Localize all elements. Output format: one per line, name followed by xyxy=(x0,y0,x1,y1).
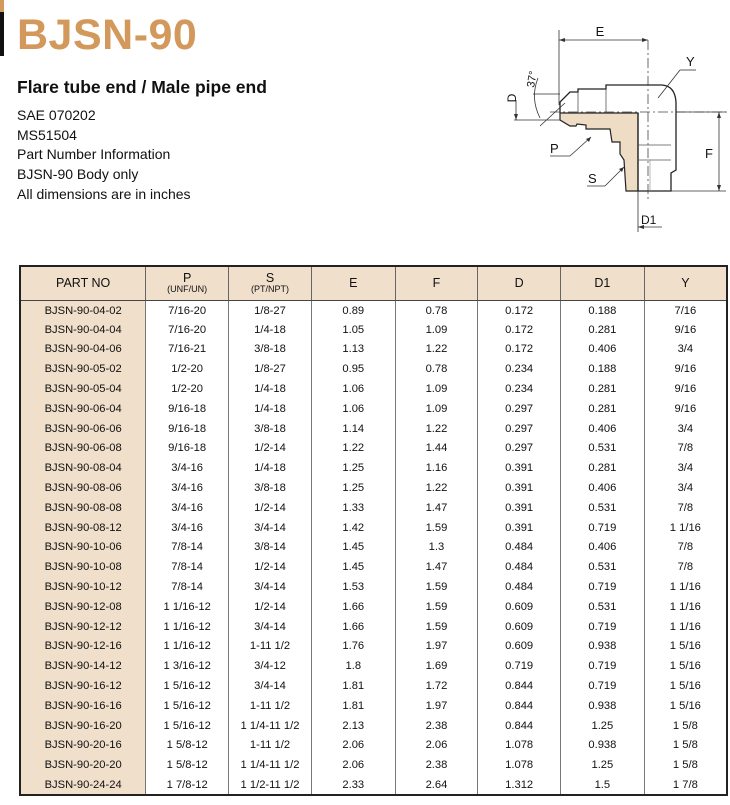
table-row xyxy=(20,399,727,419)
cell-p: 1 1/16-12 xyxy=(146,617,229,637)
cell-f: 2.06 xyxy=(395,736,478,756)
cell-e: 1.25 xyxy=(311,478,395,498)
info-line-standard: SAE 070202 xyxy=(17,107,96,123)
cell-s: 1/2-14 xyxy=(229,498,312,518)
cell-p: 1 5/8-12 xyxy=(146,736,229,756)
cell-e: 2.33 xyxy=(311,775,395,795)
table-row xyxy=(20,755,727,775)
column-header-label: E xyxy=(349,275,358,290)
cell-part-no: BJSN-90-08-12 xyxy=(20,518,146,538)
cell-e: 2.06 xyxy=(311,736,395,756)
cell-d: 0.391 xyxy=(478,498,561,518)
column-header-label: D xyxy=(514,275,524,290)
cell-p: 1 1/16-12 xyxy=(146,637,229,657)
cell-d: 0.172 xyxy=(478,340,561,360)
cell-d: 0.609 xyxy=(478,597,561,617)
column-header-f xyxy=(395,266,478,300)
cell-s: 1/8-27 xyxy=(229,359,312,379)
cell-d1: 0.719 xyxy=(561,676,645,696)
cell-y: 9/16 xyxy=(674,323,697,336)
cell-d1: 0.406 xyxy=(561,340,645,360)
table-row xyxy=(20,320,727,340)
cutaway-section xyxy=(560,113,638,191)
cell-y: 1 5/8 xyxy=(672,739,698,752)
cell-part-no: BJSN-90-04-04 xyxy=(20,320,146,340)
cell-part-no: BJSN-90-08-04 xyxy=(20,458,146,478)
cell-y: 7/8 xyxy=(677,501,694,514)
cell-f: 2.64 xyxy=(395,775,478,795)
cell-e: 1.66 xyxy=(311,617,395,637)
cell-s: 3/4-14 xyxy=(229,518,312,538)
table-row xyxy=(20,696,727,716)
cell-p: 7/16-20 xyxy=(146,300,229,320)
cell-part-no: BJSN-90-16-20 xyxy=(20,716,146,736)
cell-y: 1 1/16 xyxy=(669,620,701,633)
cell-s: 1-11 1/2 xyxy=(229,736,312,756)
page-subtitle: Flare tube end / Male pipe end xyxy=(17,77,267,97)
label-p: P xyxy=(550,141,559,156)
cell-s: 1/4-18 xyxy=(229,379,312,399)
cell-f: 1.22 xyxy=(395,340,478,360)
cell-part-no: BJSN-90-12-12 xyxy=(20,617,146,637)
cell-part-no: BJSN-90-05-04 xyxy=(20,379,146,399)
cell-f: 1.72 xyxy=(395,676,478,696)
column-header-part-no xyxy=(20,266,146,300)
cell-s: 1/8-27 xyxy=(229,300,312,320)
table-row xyxy=(20,597,727,617)
cell-y: 1 1/16 xyxy=(669,581,701,594)
cell-f: 1.59 xyxy=(395,577,478,597)
column-header-label: P xyxy=(182,270,192,285)
cell-e: 1.53 xyxy=(311,577,395,597)
cell-p: 7/16-20 xyxy=(146,320,229,340)
cell-e: 0.89 xyxy=(311,300,395,320)
cell-e: 2.06 xyxy=(311,755,395,775)
cell-s: 1 1/2-11 1/2 xyxy=(229,775,312,795)
column-header-label: S xyxy=(265,270,275,285)
cell-f: 0.78 xyxy=(395,359,478,379)
cell-f: 0.78 xyxy=(395,300,478,320)
cell-d1: 0.938 xyxy=(561,736,645,756)
table-row xyxy=(20,458,727,478)
column-header-label: PART NO xyxy=(56,275,111,290)
cell-y: 9/16 xyxy=(674,402,697,415)
cell-s: 3/8-18 xyxy=(229,478,312,498)
cell-y: 1 5/16 xyxy=(669,640,701,653)
accent-bar xyxy=(0,0,4,56)
cell-s: 3/8-14 xyxy=(229,538,312,558)
cell-part-no: BJSN-90-10-12 xyxy=(20,577,146,597)
label-d: D xyxy=(505,93,519,103)
cell-y: 7/8 xyxy=(677,442,694,455)
cell-part-no: BJSN-90-12-16 xyxy=(20,637,146,657)
cell-e: 1.45 xyxy=(311,557,395,577)
cell-d: 0.391 xyxy=(478,478,561,498)
cell-d1: 0.719 xyxy=(561,577,645,597)
cell-d: 1.312 xyxy=(478,775,561,795)
table-row xyxy=(20,637,727,657)
column-header-unit: (UNF/UN) xyxy=(167,284,208,295)
info-line-part-number: Part Number Information xyxy=(17,146,171,163)
cell-p: 9/16-18 xyxy=(146,399,229,419)
info-line-ms-spec: MS51504 xyxy=(17,126,77,143)
table-row xyxy=(20,419,727,439)
cell-d: 0.297 xyxy=(478,399,561,419)
cell-f: 1.59 xyxy=(395,597,478,617)
cell-p: 7/8-14 xyxy=(146,577,229,597)
column-header-p xyxy=(146,266,229,300)
cell-part-no: BJSN-90-10-08 xyxy=(20,557,146,577)
cell-e: 1.45 xyxy=(311,538,395,558)
cell-d1: 0.281 xyxy=(561,399,645,419)
cell-s: 3/4-14 xyxy=(229,577,312,597)
cell-f: 2.38 xyxy=(395,755,478,775)
fitting-diagram xyxy=(490,10,730,240)
column-header-label: F xyxy=(432,275,441,290)
cell-y: 1 5/16 xyxy=(669,699,701,712)
cell-part-no: BJSN-90-12-08 xyxy=(20,597,146,617)
table-row xyxy=(20,359,727,379)
table-row xyxy=(20,736,727,756)
table-row xyxy=(20,557,727,577)
info-line-units: All dimensions are in inches xyxy=(17,185,191,202)
column-header-s xyxy=(229,266,312,300)
cell-d1: 1.5 xyxy=(561,775,645,795)
cell-d1: 0.406 xyxy=(561,419,645,439)
cell-s: 1-11 1/2 xyxy=(229,637,312,657)
cell-e: 1.76 xyxy=(311,637,395,657)
cell-f: 1.09 xyxy=(395,399,478,419)
cell-f: 1.22 xyxy=(395,419,478,439)
cell-p: 3/4-16 xyxy=(146,518,229,538)
cell-f: 1.44 xyxy=(395,439,478,459)
cell-part-no: BJSN-90-06-08 xyxy=(20,439,146,459)
cell-d1: 0.719 xyxy=(561,617,645,637)
column-header-y xyxy=(644,266,727,300)
cell-e: 1.13 xyxy=(311,340,395,360)
cell-y: 1 5/16 xyxy=(669,680,701,693)
column-header-label: Y xyxy=(681,275,690,290)
cell-d: 0.172 xyxy=(478,320,561,340)
cell-part-no: BJSN-90-24-24 xyxy=(20,775,146,795)
cell-e: 1.81 xyxy=(311,676,395,696)
cell-y: 1 1/16 xyxy=(669,600,701,613)
cell-d: 0.391 xyxy=(478,518,561,538)
label-y: Y xyxy=(686,54,695,69)
cell-d: 0.844 xyxy=(478,696,561,716)
table-body xyxy=(20,300,727,795)
cell-y: 1 1/16 xyxy=(669,521,701,534)
cell-y: 7/8 xyxy=(677,541,694,554)
cell-e: 1.33 xyxy=(311,498,395,518)
cell-d: 0.609 xyxy=(478,637,561,657)
cell-d1: 0.719 xyxy=(561,518,645,538)
cell-e: 1.05 xyxy=(311,320,395,340)
dimensions-table xyxy=(19,265,728,796)
cell-p: 1 5/16-12 xyxy=(146,696,229,716)
column-header-unit: (PT/NPT) xyxy=(251,284,289,295)
cell-e: 1.14 xyxy=(311,419,395,439)
cell-part-no: BJSN-90-16-16 xyxy=(20,696,146,716)
cell-p: 9/16-18 xyxy=(146,419,229,439)
cell-d1: 0.531 xyxy=(561,597,645,617)
cell-d: 0.484 xyxy=(478,577,561,597)
cell-f: 1.47 xyxy=(395,557,478,577)
cell-f: 2.38 xyxy=(395,716,478,736)
cell-f: 1.59 xyxy=(395,617,478,637)
cell-d1: 0.938 xyxy=(561,637,645,657)
cell-f: 1.97 xyxy=(395,637,478,657)
cell-d1: 0.406 xyxy=(561,478,645,498)
cell-p: 1 5/16-12 xyxy=(146,676,229,696)
cell-y: 3/4 xyxy=(677,422,694,435)
cell-part-no: BJSN-90-05-02 xyxy=(20,359,146,379)
table-row xyxy=(20,676,727,696)
cell-y: 3/4 xyxy=(677,482,694,495)
cell-y: 7/8 xyxy=(677,561,694,574)
cell-e: 1.25 xyxy=(311,458,395,478)
cell-d1: 0.938 xyxy=(561,696,645,716)
cell-part-no: BJSN-90-08-08 xyxy=(20,498,146,518)
cell-s: 3/4-14 xyxy=(229,676,312,696)
cell-s: 1/2-14 xyxy=(229,597,312,617)
cell-d: 0.719 xyxy=(478,656,561,676)
cell-s: 1 1/4-11 1/2 xyxy=(229,716,312,736)
table-row xyxy=(20,439,727,459)
cell-s: 1/4-18 xyxy=(229,320,312,340)
cell-part-no: BJSN-90-08-06 xyxy=(20,478,146,498)
cell-s: 3/8-18 xyxy=(229,419,312,439)
cell-s: 3/4-14 xyxy=(229,617,312,637)
cell-p: 1 5/8-12 xyxy=(146,755,229,775)
cell-d1: 0.188 xyxy=(561,300,645,320)
cell-d: 1.078 xyxy=(478,755,561,775)
table-row xyxy=(20,577,727,597)
cell-y: 9/16 xyxy=(674,363,697,376)
cell-p: 3/4-16 xyxy=(146,478,229,498)
label-f: F xyxy=(705,146,713,161)
cell-e: 2.13 xyxy=(311,716,395,736)
cell-e: 1.66 xyxy=(311,597,395,617)
table-row xyxy=(20,300,727,320)
cell-p: 9/16-18 xyxy=(146,439,229,459)
cell-d: 0.609 xyxy=(478,617,561,637)
cell-p: 1 3/16-12 xyxy=(146,656,229,676)
cell-f: 1.59 xyxy=(395,518,478,538)
cell-part-no: BJSN-90-14-12 xyxy=(20,656,146,676)
cell-f: 1.47 xyxy=(395,498,478,518)
cell-e: 1.8 xyxy=(311,656,395,676)
table-row xyxy=(20,617,727,637)
cell-part-no: BJSN-90-16-12 xyxy=(20,676,146,696)
cell-s: 1/2-14 xyxy=(229,557,312,577)
cell-y: 1 5/8 xyxy=(672,759,698,772)
label-e: E xyxy=(595,24,605,39)
table-row xyxy=(20,716,727,736)
table-row xyxy=(20,518,727,538)
info-block xyxy=(17,106,191,205)
table-row xyxy=(20,340,727,360)
cell-f: 1.16 xyxy=(395,458,478,478)
cell-d1: 0.281 xyxy=(561,320,645,340)
label-s: S xyxy=(588,171,597,186)
cell-f: 1.09 xyxy=(395,320,478,340)
cell-f: 1.09 xyxy=(395,379,478,399)
cell-f: 1.3 xyxy=(395,538,478,558)
cell-d1: 0.719 xyxy=(561,656,645,676)
column-header-e xyxy=(311,266,395,300)
cell-f: 1.69 xyxy=(395,656,478,676)
cell-p: 3/4-16 xyxy=(146,498,229,518)
cell-d1: 0.281 xyxy=(561,379,645,399)
cell-part-no: BJSN-90-10-06 xyxy=(20,538,146,558)
cell-d1: 0.281 xyxy=(561,458,645,478)
cell-e: 1.22 xyxy=(311,439,395,459)
cell-f: 1.97 xyxy=(395,696,478,716)
cell-y: 1 5/8 xyxy=(672,719,698,732)
cell-p: 1/2-20 xyxy=(146,379,229,399)
cell-s: 1/2-14 xyxy=(229,439,312,459)
cell-d1: 1.25 xyxy=(561,755,645,775)
cell-part-no: BJSN-90-20-16 xyxy=(20,736,146,756)
table-row xyxy=(20,656,727,676)
table-row xyxy=(20,478,727,498)
cell-y: 1 7/8 xyxy=(672,778,698,791)
cell-s: 1/4-18 xyxy=(229,458,312,478)
cell-y: 3/4 xyxy=(677,343,694,356)
cell-y: 7/16 xyxy=(674,305,697,318)
cell-p: 1 5/16-12 xyxy=(146,716,229,736)
cell-e: 0.95 xyxy=(311,359,395,379)
cell-p: 7/8-14 xyxy=(146,557,229,577)
cell-d: 0.484 xyxy=(478,538,561,558)
column-header-label: D1 xyxy=(594,275,611,290)
column-header-d1 xyxy=(561,266,645,300)
cell-d: 0.484 xyxy=(478,557,561,577)
label-angle: 37° xyxy=(525,70,540,89)
cell-s: 3/8-18 xyxy=(229,340,312,360)
cell-s: 1-11 1/2 xyxy=(229,696,312,716)
cell-p: 7/16-21 xyxy=(146,340,229,360)
cell-part-no: BJSN-90-04-02 xyxy=(20,300,146,320)
cell-p: 3/4-16 xyxy=(146,458,229,478)
cell-d1: 0.531 xyxy=(561,439,645,459)
cell-d: 0.844 xyxy=(478,716,561,736)
cell-p: 1/2-20 xyxy=(146,359,229,379)
cell-y: 9/16 xyxy=(674,383,697,396)
cell-p: 7/8-14 xyxy=(146,538,229,558)
cell-y: 1 5/16 xyxy=(669,660,701,673)
cell-p: 1 7/8-12 xyxy=(146,775,229,795)
cell-d1: 0.531 xyxy=(561,557,645,577)
label-d1: D1 xyxy=(641,213,657,227)
cell-d: 1.078 xyxy=(478,736,561,756)
table-header-row xyxy=(20,266,727,300)
cell-d: 0.297 xyxy=(478,419,561,439)
column-header-d xyxy=(478,266,561,300)
cell-d: 0.844 xyxy=(478,676,561,696)
cell-p: 1 1/16-12 xyxy=(146,597,229,617)
table-row xyxy=(20,775,727,795)
cell-d1: 1.25 xyxy=(561,716,645,736)
cell-e: 1.42 xyxy=(311,518,395,538)
cell-e: 1.06 xyxy=(311,399,395,419)
table-row xyxy=(20,379,727,399)
cell-d: 0.297 xyxy=(478,439,561,459)
cell-s: 1 1/4-11 1/2 xyxy=(229,755,312,775)
cell-part-no: BJSN-90-04-06 xyxy=(20,340,146,360)
cell-part-no: BJSN-90-06-04 xyxy=(20,399,146,419)
cell-d: 0.391 xyxy=(478,458,561,478)
cell-part-no: BJSN-90-06-06 xyxy=(20,419,146,439)
cell-d: 0.234 xyxy=(478,359,561,379)
cell-e: 1.06 xyxy=(311,379,395,399)
cell-d1: 0.406 xyxy=(561,538,645,558)
table-row xyxy=(20,498,727,518)
info-line-body: BJSN-90 Body only xyxy=(17,166,139,183)
cell-s: 3/4-12 xyxy=(229,656,312,676)
cell-d: 0.234 xyxy=(478,379,561,399)
cell-y: 3/4 xyxy=(677,462,694,475)
cell-f: 1.22 xyxy=(395,478,478,498)
cell-s: 1/4-18 xyxy=(229,399,312,419)
cell-d: 0.172 xyxy=(478,300,561,320)
cell-d1: 0.188 xyxy=(561,359,645,379)
page-title: BJSN-90 xyxy=(17,11,198,59)
table-row xyxy=(20,538,727,558)
cell-part-no: BJSN-90-20-20 xyxy=(20,755,146,775)
cell-e: 1.81 xyxy=(311,696,395,716)
cell-d1: 0.531 xyxy=(561,498,645,518)
